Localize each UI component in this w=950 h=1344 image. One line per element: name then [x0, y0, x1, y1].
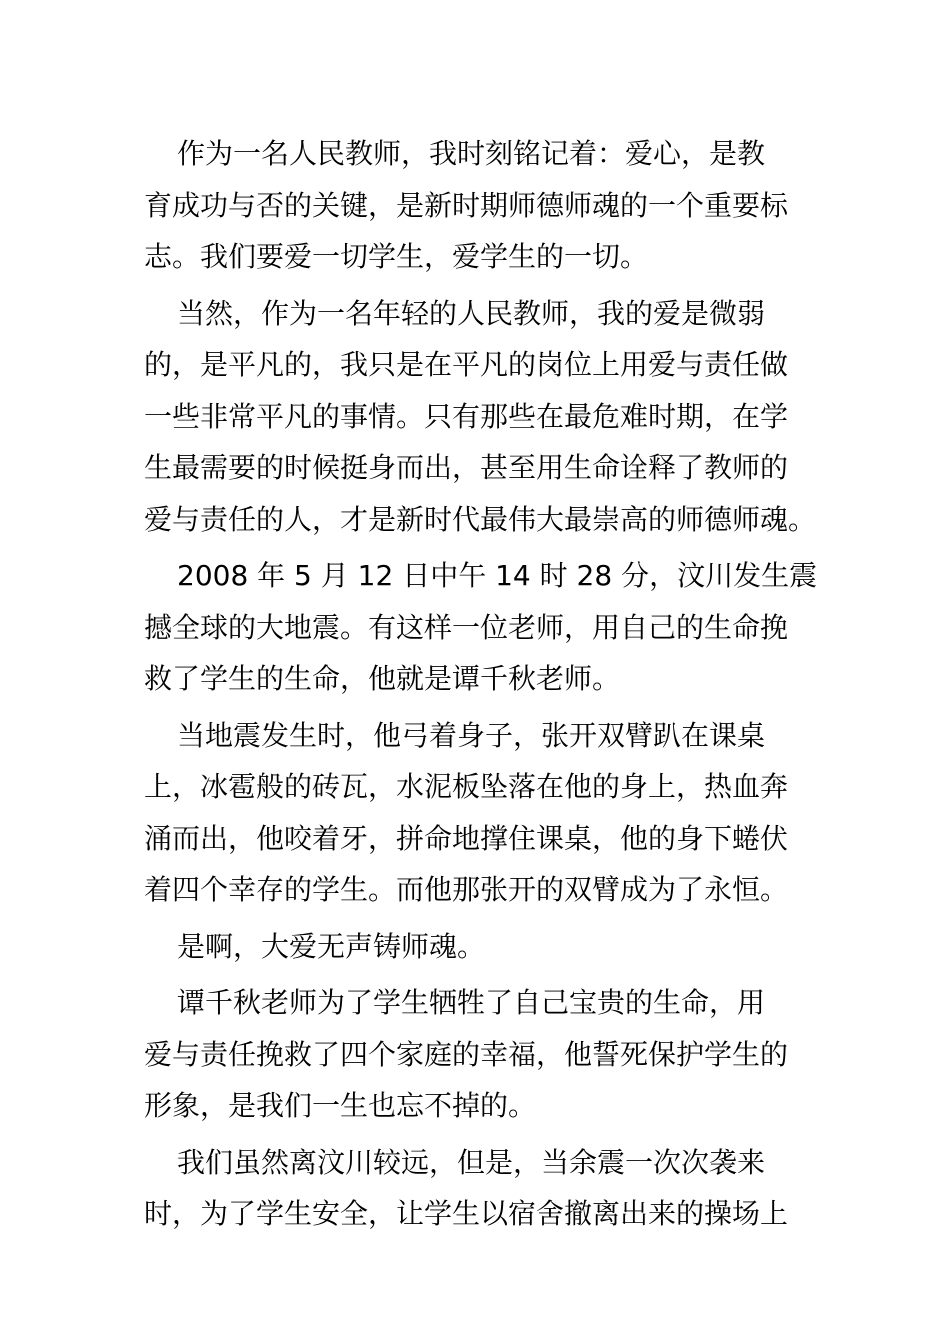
text-line: 爱与责任的人，才是新时代最伟大最崇高的师德师魂。 — [144, 502, 817, 536]
text-line: 形象，是我们一生也忘不掉的。 — [144, 1089, 537, 1122]
paragraph-1 — [144, 128, 816, 283]
text-line: 作为一名人民教师，我时刻铭记着：爱心，是教 — [177, 137, 766, 170]
text-line: 2008 年 5 月 12 日中午 14 时 28 分，汶川发生震 — [177, 559, 818, 592]
paragraph-3 — [144, 550, 816, 705]
document-body — [144, 128, 816, 1245]
text-line: 着四个幸存的学生。而他那张开的双臂成为了永恒。 — [144, 873, 789, 906]
text-line: 是啊，大爱无声铸师魂。 — [177, 929, 486, 963]
text-line: 救了学生的生命，他就是谭千秋老师。 — [144, 662, 621, 695]
text-line: 生最需要的时候挺身而出，甚至用生命诠释了教师的 — [144, 451, 789, 484]
text-line: 的，是平凡的，我只是在平凡的岗位上用爱与责任做 — [144, 348, 789, 381]
text-line: 谭千秋老师为了学生牺牲了自己宝贵的生命，用 — [177, 986, 766, 1019]
paragraph-5 — [144, 921, 816, 973]
text-line: 爱与责任挽救了四个家庭的幸福，他誓死保护学生的 — [144, 1037, 789, 1071]
paragraph-7 — [144, 1137, 816, 1240]
text-line: 时，为了学生安全，让学生以宿舍撤离出来的操场上 — [144, 1197, 789, 1230]
paragraph-2 — [144, 288, 816, 546]
text-line: 撼全球的大地震。有这样一位老师，用自己的生命挽 — [144, 610, 789, 644]
text-line: 涌而出，他咬着牙，拼命地撑住课桌，他的身下蜷伏 — [144, 821, 789, 855]
text-line: 当地震发生时，他弓着身子，张开双臂趴在课桌 — [177, 718, 766, 752]
paragraph-6 — [144, 977, 816, 1132]
text-line: 我们虽然离汶川较远，但是，当余震一次次袭来 — [177, 1145, 766, 1179]
paragraph-4 — [144, 710, 816, 916]
text-line: 志。我们要爱一切学生，爱学生的一切。 — [144, 240, 649, 273]
text-line: 当然，作为一名年轻的人民教师，我的爱是微弱 — [177, 296, 766, 330]
text-line: 育成功与否的关键，是新时期师德师魂的一个重要标 — [144, 188, 789, 222]
text-line: 一些非常平凡的事情。只有那些在最危难时期，在学 — [144, 399, 789, 433]
text-line: 上，冰雹般的砖瓦，水泥板坠落在他的身上，热血奔 — [144, 770, 789, 803]
